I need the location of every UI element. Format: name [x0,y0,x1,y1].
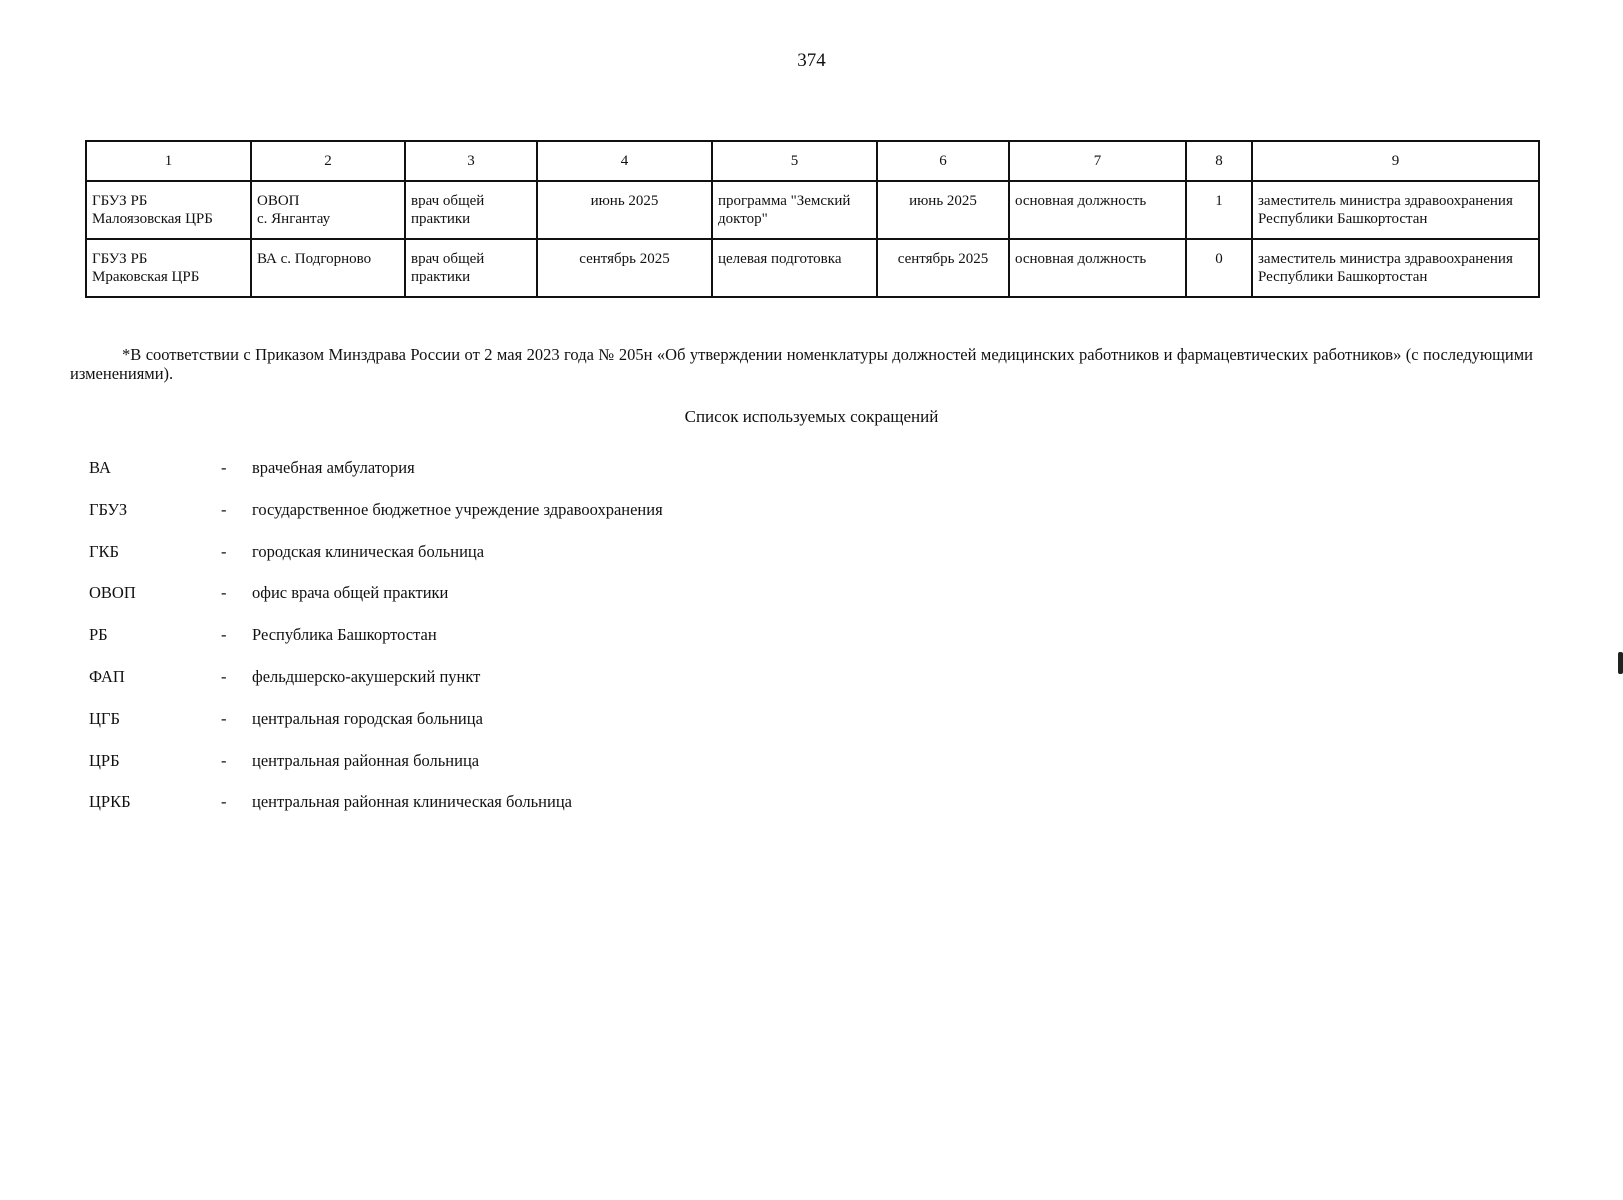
program-cell [712,239,877,297]
institution-cell [86,239,251,297]
institution-cell [86,181,251,239]
cell-line: ГБУЗ РБ [92,251,148,267]
abbreviation-description: центральная городская больница [252,708,483,728]
table-header-row [86,141,1539,181]
cell-line: ВА с. Подгорново [257,251,372,267]
employment-type-cell: основная должность [1009,239,1186,297]
cell-line: Республики Башкортостан [1258,211,1428,227]
cell-line: заместитель министра здравоохранения [1258,251,1513,267]
abbreviation-code: РБ [89,625,108,645]
scan-edge-mark [1618,652,1623,674]
abbreviations-title: Список используемых сокращений [684,407,939,426]
cell-line: врач общей [411,251,485,267]
count-cell: 1 [1186,181,1252,239]
abbreviation-code: ФАП [89,666,125,686]
abbreviation-description: центральная районная клиническая больница [252,792,572,812]
abbreviation-code: ЦРБ [89,750,120,770]
program-cell [712,181,877,239]
abbreviation-dash: - [221,792,227,812]
date-cell: июнь 2025 [877,181,1009,239]
cell-line: практики [411,269,471,285]
date-cell: сентябрь 2025 [537,239,712,297]
abbreviation-code: ЦГБ [89,708,120,728]
cell-line: ГБУЗ РБ [92,193,148,209]
abbreviation-dash: - [221,625,227,645]
date-cell: сентябрь 2025 [877,239,1009,297]
abbreviation-code: ЦРКБ [89,792,131,812]
cell-line: программа "Земский [718,193,851,209]
cell-line: доктор" [718,211,768,227]
abbreviation-dash: - [221,458,227,477]
abbreviation-description: центральная районная больница [252,750,480,770]
abbreviation-dash: - [221,583,227,603]
column-header: 9 [1252,141,1539,181]
responsible-cell [1252,239,1539,297]
abbreviation-dash: - [221,666,227,686]
date-cell: июнь 2025 [537,181,712,239]
abbreviation-description: государственное бюджетное учреждение здравоохранения [252,499,663,519]
cell-line: с. Янгантау [257,211,331,227]
cell-line: целевая подготовка [718,251,842,267]
count-cell: 0 [1186,239,1252,297]
positions-table [85,140,1540,298]
cell-line: Мраковская ЦРБ [92,269,200,285]
position-cell [405,239,537,297]
abbreviation-dash: - [221,499,227,519]
responsible-cell [1252,181,1539,239]
column-header: 3 [405,141,537,181]
abbreviation-dash: - [221,708,227,728]
abbreviation-code: ОВОП [89,583,136,603]
unit-cell [251,239,405,297]
abbreviation-description: фельдшерско-акушерский пункт [252,666,481,686]
footnote: *В соответствии с Приказом Минздрава России от 2 мая 2023 года № 205н «Об утверждении номенклатуры должностей медицинских работников и фармацевтических работников» (с последующими изменениями). [70,345,1533,383]
cell-line: практики [411,211,471,227]
column-header: 1 [86,141,251,181]
unit-cell [251,181,405,239]
abbreviation-code: ГБУЗ [89,499,128,519]
cell-line: Малоязовская ЦРБ [92,211,213,227]
abbreviation-description: врачебная амбулатория [252,458,415,477]
table-row [86,239,1539,297]
page-number: 374 [797,50,826,71]
cell-line: заместитель министра здравоохранения [1258,193,1513,209]
abbreviation-dash: - [221,750,227,770]
abbreviation-description: Республика Башкортостан [252,625,437,645]
position-cell [405,181,537,239]
cell-line: Республики Башкортостан [1258,269,1428,285]
abbreviation-description: городская клиническая больница [252,541,485,561]
column-header: 8 [1186,141,1252,181]
employment-type-cell: основная должность [1009,181,1186,239]
column-header: 5 [712,141,877,181]
column-header: 7 [1009,141,1186,181]
abbreviation-code: ВА [89,458,111,477]
abbreviation-description: офис врача общей практики [252,583,449,603]
abbreviation-code: ГКБ [89,541,120,561]
column-header: 2 [251,141,405,181]
table-row [86,181,1539,239]
column-header: 6 [877,141,1009,181]
cell-line: ОВОП [257,193,300,209]
abbreviation-dash: - [221,541,227,561]
cell-line: врач общей [411,193,485,209]
column-header: 4 [537,141,712,181]
